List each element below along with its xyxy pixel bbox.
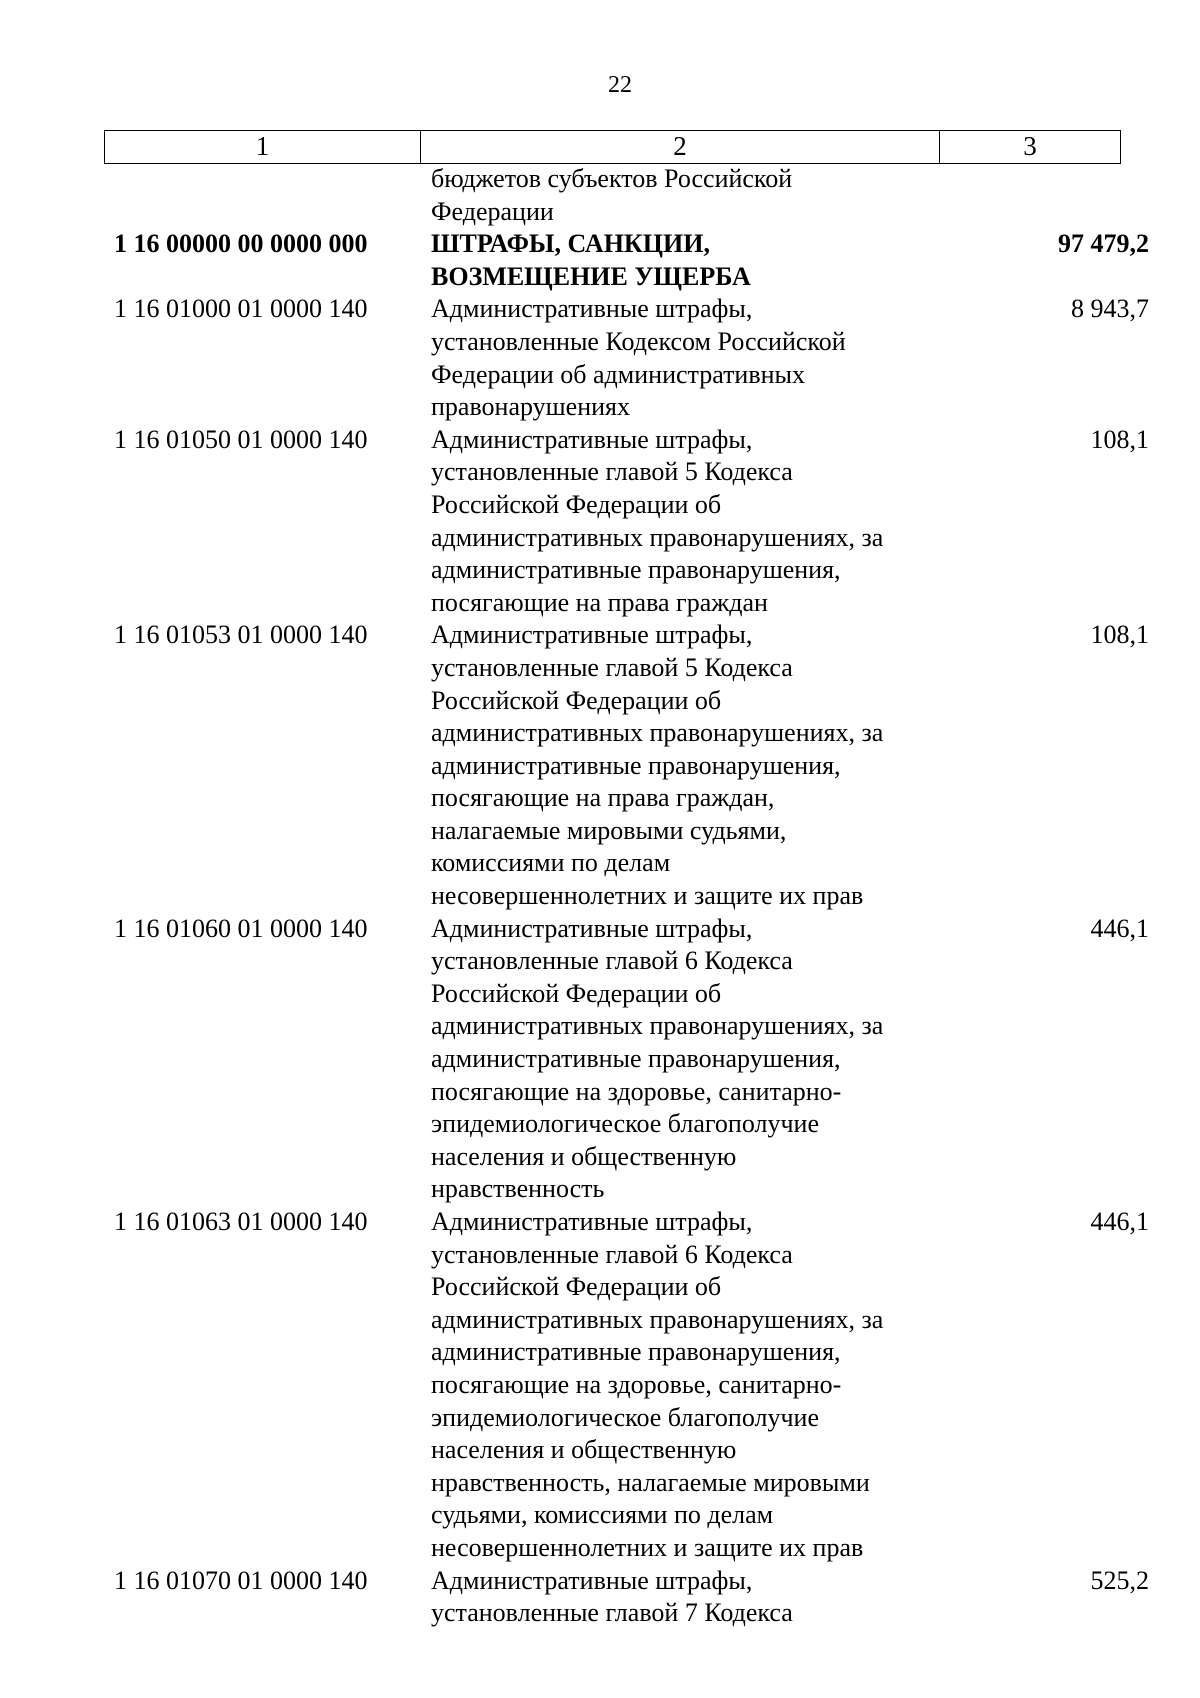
description-line: Федерации об административных: [431, 359, 806, 389]
description-line: посягающие на права граждан: [431, 587, 768, 617]
table-header: [104, 130, 1121, 164]
description-line: административных правонарушениях, за: [431, 522, 884, 552]
table-row: [0, 228, 1200, 293]
description-line: административных правонарушениях, за: [431, 1304, 884, 1334]
budget-code: 1 16 01063 01 0000 140: [114, 1207, 368, 1236]
description-line: правонарушениях: [431, 392, 631, 422]
amount: 108,1: [1090, 424, 1149, 454]
description-line: административные правонарушения,: [431, 1337, 841, 1367]
income-description: [431, 293, 931, 423]
budget-code: [0, 163, 429, 228]
description-line: административных правонарушениях, за: [431, 718, 884, 748]
amount: 525,2: [1090, 1565, 1149, 1595]
description-line: административные правонарушения,: [431, 555, 841, 585]
income-description: [431, 913, 931, 1206]
description-line: установленные главой 5 Кодекса: [431, 457, 793, 487]
budget-code: 1 16 01060 01 0000 140: [114, 913, 368, 943]
description-line: Административные штрафы,: [431, 1207, 753, 1236]
description-line: населения и общественную: [431, 1141, 737, 1171]
description-line: установленные главой 6 Кодекса: [431, 946, 793, 976]
table-row: [0, 163, 1200, 228]
description-line: нравственность, налагаемые мировыми: [431, 1467, 870, 1497]
description-line: ВОЗМЕЩЕНИЕ УЩЕРБА: [431, 261, 751, 291]
description-line: несовершеннолетних и защите их прав: [431, 881, 864, 911]
description-line: Административные штрафы,: [431, 913, 753, 943]
table-row: [0, 1565, 1200, 1630]
description-line: посягающие на здоровье, санитарно-: [431, 1076, 842, 1106]
income-description: [431, 1206, 931, 1565]
description-line: установленные главой 5 Кодекса: [431, 652, 793, 682]
description-line: судьями, комиссиями по делам: [431, 1500, 774, 1530]
amount: 8 943,7: [1071, 294, 1149, 324]
description-line: ШТРАФЫ, САНКЦИИ,: [431, 229, 710, 259]
table-row: [0, 913, 1200, 1206]
description-line: установленные главой 7 Кодекса: [431, 1598, 793, 1628]
table-row: [0, 293, 1200, 423]
budget-code: 1 16 01000 01 0000 140: [114, 294, 368, 324]
description-line: нравственность: [431, 1174, 605, 1204]
description-line: административных правонарушениях, за: [431, 1011, 884, 1041]
description-line: эпидемиологическое благополучие: [431, 1402, 819, 1432]
header-col-1: 1: [105, 131, 421, 163]
description-line: эпидемиологическое благополучие: [431, 1109, 819, 1139]
description-line: налагаемые мировыми судьями,: [431, 815, 787, 845]
description-line: Российской Федерации об: [431, 685, 722, 715]
table-row: [0, 424, 1200, 620]
description-line: установленные Кодексом Российской: [431, 326, 846, 356]
income-description: [431, 163, 931, 228]
income-description: [431, 1565, 931, 1630]
description-line: Административные штрафы,: [431, 1565, 753, 1595]
description-line: Российской Федерации об: [431, 978, 722, 1008]
description-line: Административные штрафы,: [431, 424, 753, 454]
description-line: посягающие на права граждан,: [431, 783, 775, 813]
description-line: Российской Федерации об: [431, 489, 722, 519]
income-description: [431, 424, 931, 620]
description-line: Административные штрафы,: [431, 620, 753, 650]
amount: 97 479,2: [1058, 229, 1149, 259]
header-col-3: 3: [1023, 131, 1037, 161]
amount: 446,1: [1090, 913, 1149, 943]
amount: [931, 163, 1149, 228]
page-number: 22: [608, 72, 632, 98]
description-line: Федерации: [431, 196, 554, 226]
description-line: административные правонарушения,: [431, 1044, 841, 1074]
table-row: [0, 1206, 1200, 1565]
description-line: Административные штрафы,: [431, 294, 753, 324]
income-description: [431, 228, 931, 293]
description-line: административные правонарушения,: [431, 750, 841, 780]
description-line: Российской Федерации об: [431, 1272, 722, 1302]
amount: 446,1: [1090, 1207, 1149, 1236]
description-line: бюджетов субъектов Российской: [431, 164, 793, 193]
description-line: комиссиями по делам: [431, 848, 671, 878]
budget-code: 1 16 00000 00 0000 000: [114, 229, 368, 259]
table-row: [0, 619, 1200, 912]
amount: 108,1: [1090, 620, 1149, 650]
description-line: несовершеннолетних и защите их прав: [431, 1532, 864, 1562]
budget-code: 1 16 01070 01 0000 140: [114, 1565, 368, 1595]
income-description: [431, 619, 931, 912]
header-col-2: 2: [421, 131, 940, 163]
table-body: [0, 163, 1200, 1630]
description-line: посягающие на здоровье, санитарно-: [431, 1369, 842, 1399]
budget-code: 1 16 01053 01 0000 140: [114, 620, 368, 650]
budget-code: 1 16 01050 01 0000 140: [114, 424, 368, 454]
description-line: установленные главой 6 Кодекса: [431, 1239, 793, 1269]
description-line: населения и общественную: [431, 1435, 737, 1465]
